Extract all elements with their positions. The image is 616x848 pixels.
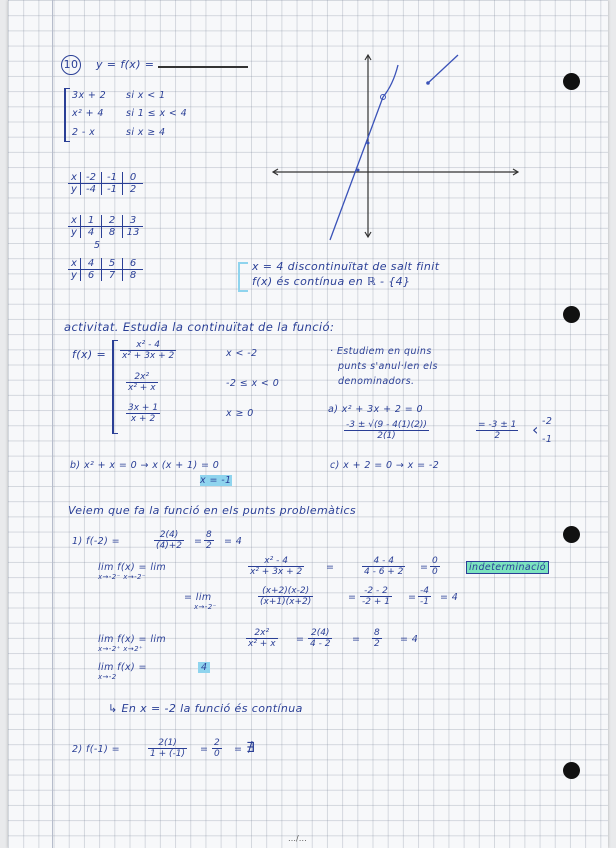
equals: =	[420, 562, 429, 573]
indeterminate-badge: indeterminació	[466, 561, 549, 574]
table-cell: 6	[81, 270, 102, 281]
root-highlight: x = -1	[200, 475, 232, 486]
table-cell: x	[68, 172, 81, 183]
function-graph	[268, 45, 523, 245]
plot-point	[357, 169, 360, 172]
indeterminate	[466, 562, 549, 573]
equation-b: b) x² + x = 0 → x (x + 1) = 0	[70, 460, 220, 471]
table-cell: y	[68, 270, 81, 281]
step-2: 2) f(-1) =	[72, 744, 120, 755]
brace	[112, 340, 118, 434]
limit-sub: x→-2⁻ x→-2⁻	[98, 573, 146, 581]
table-cell: -2	[81, 172, 102, 183]
equals: =	[194, 536, 203, 547]
equals: =	[296, 634, 305, 645]
table-cell: -4	[81, 184, 102, 195]
root: -1	[542, 434, 553, 445]
piece-cond: si x < 1	[126, 90, 166, 101]
table-cell: 7	[102, 270, 123, 281]
table-cell: x	[68, 258, 81, 269]
table-cell: x	[68, 215, 81, 226]
equals: =	[234, 744, 243, 755]
result: ∄	[246, 740, 256, 756]
table-cell: 1	[81, 215, 102, 226]
page-footer: …/…	[288, 834, 307, 843]
table-cell: 4	[81, 258, 102, 269]
piece-cond: si x ≥ 4	[126, 127, 166, 138]
table-cell: 2	[129, 184, 137, 195]
table-cell: 0	[129, 172, 137, 183]
fraction: $\frac{2(4)}{(4)+2}$	[156, 530, 183, 551]
fraction: $\frac{\text{2x²}}{\text{x² + x}}$	[248, 628, 276, 649]
conclusion-line: f(x) és contínua en ℝ - {4}	[252, 275, 411, 288]
table-cell: 8	[102, 227, 123, 238]
table-cell: y	[68, 184, 81, 195]
fraction: $\frac{0}{0}$	[432, 556, 438, 577]
branch-symbol: ‹	[532, 420, 539, 439]
fraction: $\frac{-2 - 2}{-2 + 1}$	[362, 586, 390, 607]
binder-hole	[563, 306, 580, 323]
line-segment	[330, 97, 383, 240]
brace	[64, 88, 70, 142]
conclusion-line: x = 4 discontinuïtat de salt finit	[252, 260, 440, 273]
conclusion-2: ↳ En x = -2 la funció és contínua	[108, 702, 303, 715]
value-table-2	[68, 215, 143, 238]
fraction: $\frac{(x+2)(x-2)}{(x+1)(x+2)}$	[260, 586, 312, 607]
value-table-3	[68, 258, 143, 281]
line-segment	[428, 55, 458, 83]
limit-value-highlight: 4	[198, 662, 210, 673]
table-cell: 6	[129, 258, 137, 269]
note-line: denominadors.	[338, 376, 415, 387]
fraction: $\frac{2(4)}{4 - 2}$	[310, 628, 331, 649]
limit-left-2: = lim	[184, 592, 212, 603]
quadratic-formula: $\frac{-3 \pm √(9 - 4(1)(2))}{2(1)}$	[346, 420, 427, 441]
limit-right: lim f(x) = lim	[98, 634, 167, 645]
piece-fraction: $\frac{\text{x² - 4}}{\text{x² + 3x + 2}}$	[122, 340, 175, 361]
piece-expr: 3x + 2	[72, 90, 107, 101]
fraction: $\frac{2(1)}{1 + (-1)}$	[150, 738, 185, 759]
limit-total: lim f(x) =	[98, 662, 147, 673]
table-cell: -1	[102, 184, 123, 195]
table-cell: 5	[102, 258, 123, 269]
equation-b-root	[200, 475, 232, 486]
scribble-line	[158, 66, 248, 68]
fraction: $\frac{-4}{-1}$	[420, 586, 429, 607]
table-cell: y	[68, 227, 81, 238]
table-cell: -1	[102, 172, 123, 183]
piece-expr: x² + 4	[72, 108, 104, 119]
limit-sub: x→-2⁻	[194, 603, 217, 611]
fraction: $\frac{2}{0}$	[214, 738, 220, 759]
fraction: $\frac{4 - 4}{4 - 6 + 2}$	[364, 556, 404, 577]
piece-fraction: $\frac{\text{2x²}}{\text{x² + x}}$	[128, 372, 156, 393]
result: = 4	[400, 634, 419, 645]
quadratic-result: $\frac{= -3 \pm 1}{2}$	[478, 420, 517, 441]
note-line: · Estudiem en quins	[330, 346, 432, 357]
parabola-segment	[383, 65, 398, 97]
piece-cond: si 1 ≤ x < 4	[126, 108, 188, 119]
equals: =	[326, 562, 335, 573]
piece-cond: x ≥ 0	[226, 408, 254, 419]
highlight-bracket	[238, 262, 248, 292]
activity-title: activitat. Estudia la continuïtat de la funció:	[64, 320, 335, 334]
limit-sub: x→-2⁺ x→2⁺	[98, 645, 144, 653]
piece-cond: x < -2	[226, 348, 258, 359]
equals: =	[200, 744, 209, 755]
piece-cond: -2 ≤ x < 0	[226, 378, 280, 389]
table-cell: 8	[129, 270, 137, 281]
table-cell: 3	[129, 215, 137, 226]
margin-line	[52, 0, 53, 848]
equals: =	[408, 592, 417, 603]
fraction: $\frac{\text{x² - 4}}{\text{x² + 3x + 2}}$	[250, 556, 303, 577]
root: -2	[542, 416, 553, 427]
limit-value	[198, 662, 210, 673]
table-cell: 13	[126, 227, 140, 238]
equation-a: a) x² + 3x + 2 = 0	[328, 404, 423, 415]
table-cell: 4	[81, 227, 102, 238]
piece-fraction: $\frac{3x + 1}{x + 2}$	[128, 403, 159, 424]
equation-c: c) x + 2 = 0 → x = -2	[330, 460, 440, 471]
function-header: y = f(x) =	[96, 58, 155, 71]
result: = 4	[440, 592, 459, 603]
binder-hole	[563, 762, 580, 779]
plot-point	[367, 142, 370, 145]
limit-sub: x→-2	[98, 673, 117, 681]
value-table-1	[68, 172, 143, 195]
function-label: f(x) =	[72, 348, 107, 361]
note-line: punts s'anul·len els	[338, 361, 438, 372]
table-cell: 2	[102, 215, 123, 226]
result: = 4	[224, 536, 243, 547]
table-note: 5	[94, 240, 101, 251]
problem-points: Veiem que fa la funció en els punts problemàtics	[68, 504, 357, 517]
piece-expr: 2 - x	[72, 127, 96, 138]
fraction: $\frac{8}{2}$	[374, 628, 380, 649]
binder-hole	[563, 526, 580, 543]
exercise-number: 10	[61, 55, 81, 75]
limit-left: lim f(x) = lim	[98, 562, 167, 573]
step-1: 1) f(-2) =	[72, 536, 120, 547]
equals: =	[348, 592, 357, 603]
binder-hole	[563, 73, 580, 90]
fraction: $\frac{8}{2}$	[206, 530, 212, 551]
notebook-page	[8, 0, 608, 848]
equals: =	[352, 634, 361, 645]
closed-point	[426, 81, 430, 85]
